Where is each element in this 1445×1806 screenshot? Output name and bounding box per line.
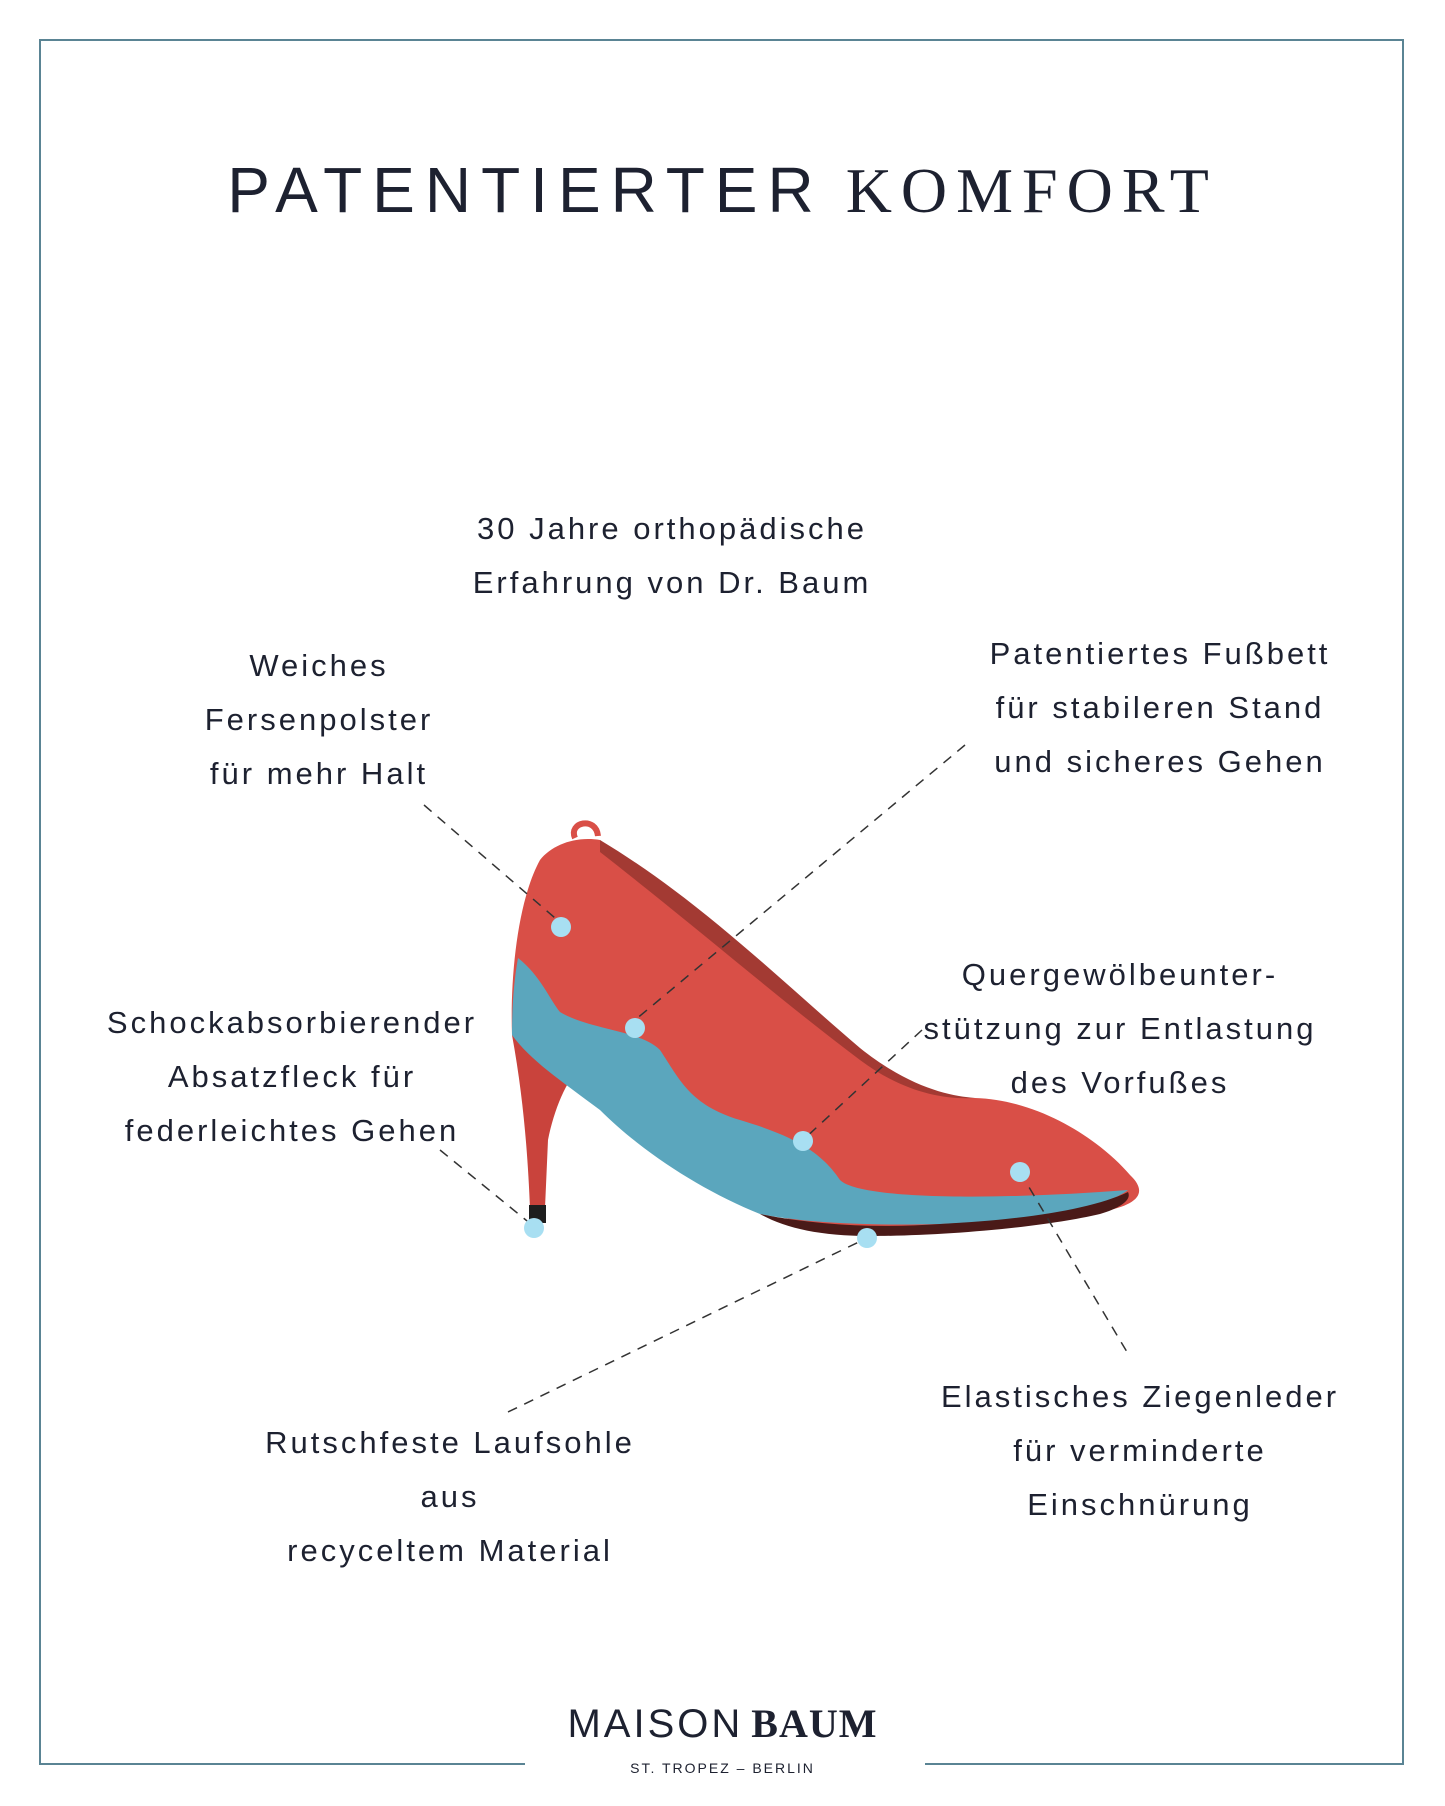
label-line: für stabileren Stand xyxy=(995,690,1325,725)
brand-logo xyxy=(0,1700,1445,1776)
label-line: federleichtes Gehen xyxy=(124,1113,460,1148)
label-line: und sicheres Gehen xyxy=(994,744,1326,779)
label-heel-pad xyxy=(154,639,484,801)
label-line: für mehr Halt xyxy=(209,756,429,791)
label-line: aus xyxy=(420,1479,480,1514)
headline-part-2: KOMFORT xyxy=(845,155,1218,226)
label-line: des Vorfußes xyxy=(1010,1065,1230,1100)
label-line: für verminderte xyxy=(1013,1433,1267,1468)
leader-heel-pad xyxy=(424,805,555,918)
dot-arch xyxy=(793,1131,813,1151)
label-footbed xyxy=(950,627,1370,789)
dot-heel-pad xyxy=(551,917,571,937)
label-line: Weiches xyxy=(249,648,389,683)
heel-tab xyxy=(574,823,598,838)
label-line: Patentiertes Fußbett xyxy=(989,636,1331,671)
label-line: Quergewölbeunter- xyxy=(961,957,1279,992)
label-line: Schockabsorbierender xyxy=(106,1005,478,1040)
label-line: stützung zur Entlastung xyxy=(923,1011,1317,1046)
dot-sole xyxy=(857,1228,877,1248)
dot-leather xyxy=(1010,1162,1030,1182)
dot-shock xyxy=(524,1218,544,1238)
label-line: Absatzfleck für xyxy=(167,1059,417,1094)
brand-tagline: ST. TROPEZ – BERLIN xyxy=(630,1760,815,1776)
label-line: Erfahrung von Dr. Baum xyxy=(472,565,872,600)
label-line: Fersenpolster xyxy=(204,702,434,737)
label-line: 30 Jahre orthopädische xyxy=(476,511,867,546)
brand-bold: BAUM xyxy=(751,1701,878,1746)
label-shock xyxy=(82,996,502,1158)
brand-light: MAISON xyxy=(567,1702,744,1746)
leader-shock xyxy=(440,1150,532,1225)
label-leather xyxy=(920,1370,1360,1532)
label-experience xyxy=(422,502,922,610)
label-line: recyceltem Material xyxy=(287,1533,613,1568)
leader-sole xyxy=(508,1238,867,1412)
dot-footbed xyxy=(625,1018,645,1038)
label-arch xyxy=(900,948,1340,1110)
brand-name xyxy=(0,1700,1445,1748)
label-sole xyxy=(240,1416,660,1578)
label-line: Einschnürung xyxy=(1027,1487,1253,1522)
headline-part-1: PATENTIERTER xyxy=(227,154,824,226)
label-line: Elastisches Ziegenleder xyxy=(940,1379,1340,1414)
label-line: Rutschfeste Laufsohle xyxy=(265,1425,635,1460)
